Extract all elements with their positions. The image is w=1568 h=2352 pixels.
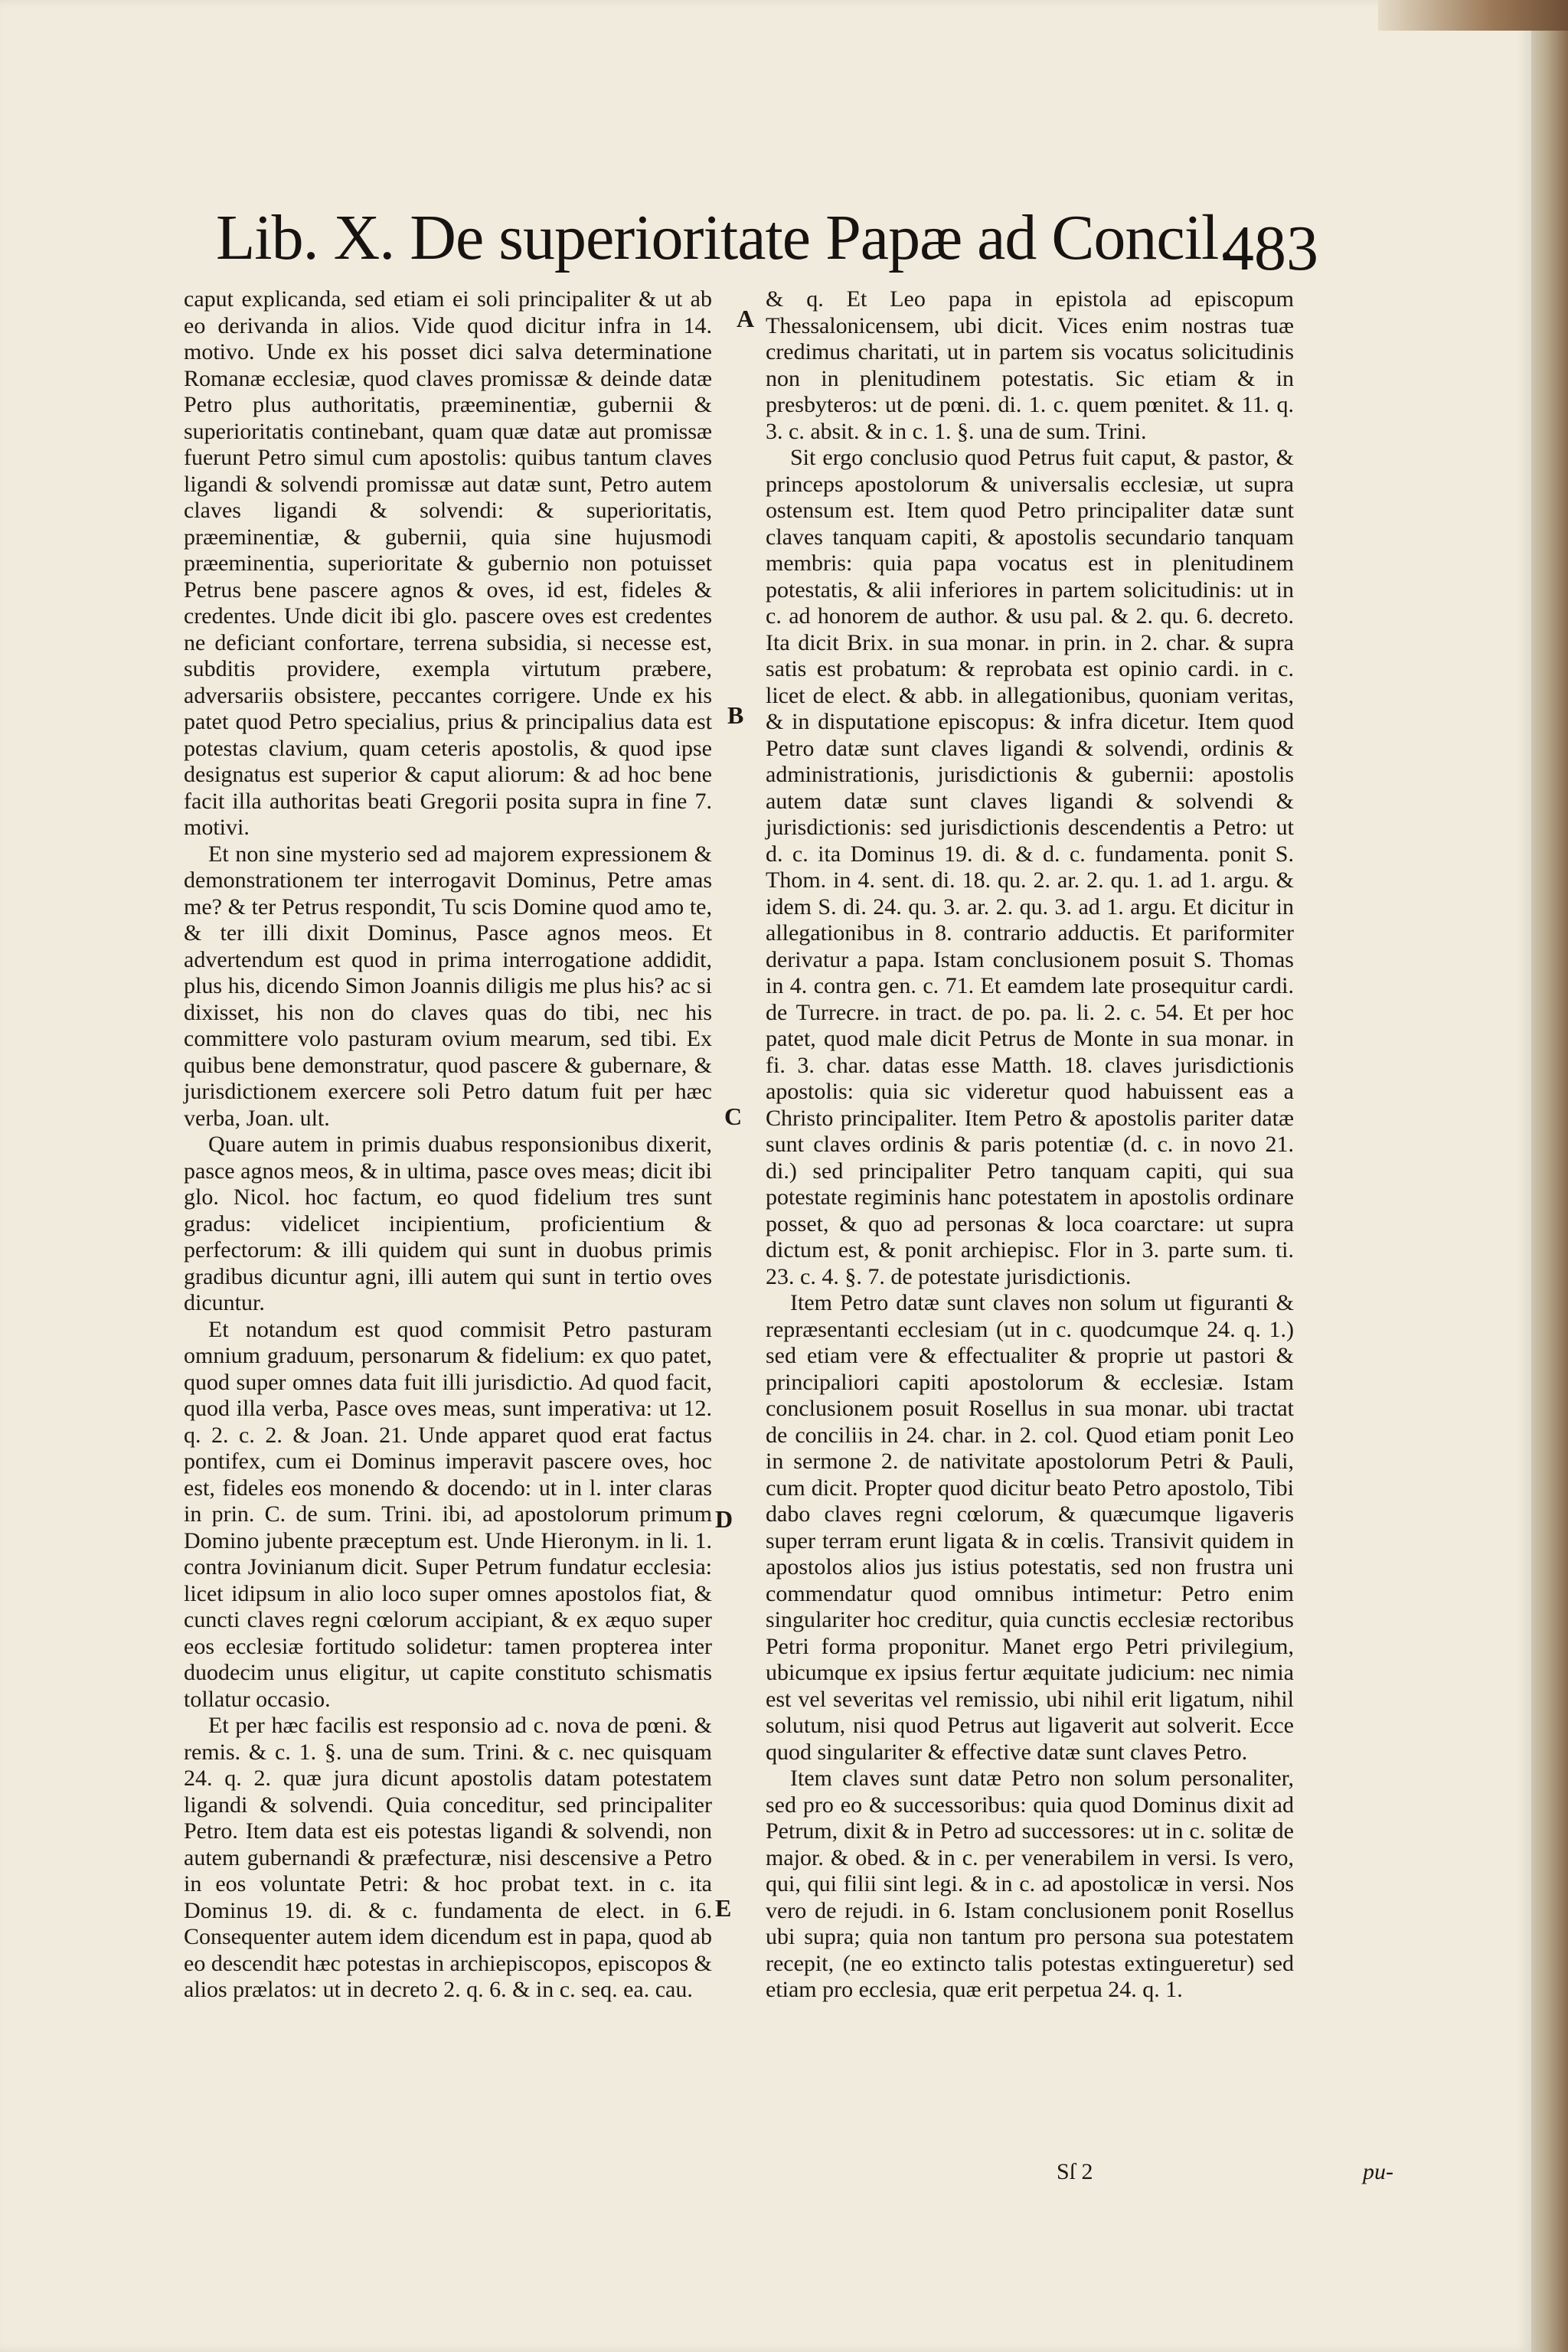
catchword: pu- — [1363, 2159, 1393, 2184]
paragraph: Sit ergo conclusio quod Petrus fuit caput, & pastor, & princeps apostolorum & universalis ecclesiæ, ut supra ostensum est. Item quod Petro principaliter datæ sunt claves tanquam capiti, & apostolis secundario tanquam membris: quia papa vocatus est in plenitudinem potestatis, & alii inferiores in partem solicitudinis: ut in c. ad honorem de author. & usu pal. & 2. qu. 6. decreto. Ita dicit Brix. in sua monar. in prin. in 2. char. & supra satis est probatum: & reprobata est opinio cardi. in c. licet de elect. & abb. in allegationibus, quoniam veritas, & in disputatione episcopus: & infra dicetur. Item quod Petro datæ sunt claves ligandi & solvendi, ordinis & administrationis, jurisdictionis & gubernii: apostolis autem datæ sunt claves ligandi & solvendi & jurisdictionis: sed jurisdictionis descendentis a Petro: ut d. c. ita Dominus 19. di. & d. c. fundamenta. ponit S. Thom. in 4. sent. di. 18. qu. 2. ar. 2. qu. 1. ad 1. argu. & idem S. di. 24. qu. 3. ar. 2. qu. 3. ad 1. argu. Et dicitur in allegationibus in 8. contrario adductis. Et pariformiter derivatur a papa. Istam conclusionem posuit S. Thomas in 4. contra gen. c. 71. Et eamdem late prosequitur cardi. de Turrecre. in tract. de po. pa. li. 2. c. 54. Et per hoc patet, quod male dicit Petrus de Monte in sua monar. in fi. 3. char. datas esse Matth. 18. claves jurisdictionis apostolis: quia sic videretur quod habuissent eas a Christo principaliter. Item Petro & apostolis pariter datæ sunt claves ordinis & paris potentiæ (d. c. in novo 21. di.) sed principaliter Petro tanquam capiti, qui sua potestate regiminis hanc potestatem in apostolis ordinare posset, & quo ad personas & loca coarctare: ut supra dictum est, & ponit archiepisc. Flor in 3. parte sum. ti. 23. c. 4. §. 7. de potestate jurisdictionis. — [766, 445, 1294, 1289]
page-edge — [1531, 0, 1568, 2352]
left-column — [184, 286, 712, 2004]
paragraph: caput explicanda, sed etiam ei soli principaliter & ut ab eo derivanda in alios. Vide quod dicitur infra in 14. motivo. Unde ex his posset dici salva determinatione Romanæ ecclesiæ, quod claves promissæ & deinde datæ Petro plus authoritatis, præeminentiæ, gubernii & superioritatis continebant, quam quæ datæ aut promissæ fuerunt Petro simul cum apostolis: quibus tantum claves ligandi & solvendi promissæ aut datæ sunt, Petro autem claves ligandi & solvendi: & superioritatis, præeminentiæ, & gubernii, quia sine hujusmodi præeminentia, superioritate & gubernio non potuisset Petrus bene pascere agnos & oves, id est, fideles & credentes. Unde dicit ibi glo. pascere oves est credentes ne deficiant confortare, terrena subsidia, si necesse est, subditis providere, exempla virtutum præbere, adversariis obsistere, peccantes corrigere. Unde ex his patet quod Petro specialius, prius & principalius data est potestas clavium, quam ceteris apostolis, & quod ipse designatus est superior & caput aliorum: & ad hoc bene facit illa authoritas beati Gregorii posita supra in fine 7. motivi. — [184, 286, 712, 840]
page-title: Lib. X. De superioritate Papæ ad Concil. — [216, 202, 1234, 273]
paragraph: Item Petro datæ sunt claves non solum ut figuranti & repræsentanti ecclesiam (ut in c. quodcumque 24. q. 1.) sed etiam vere & effectualiter & proprie ut pastori & principaliori capiti apostolorum & ecclesiæ. Istam conclusionem posuit Rosellus in sua monar. ubi tractat de conciliis in 24. char. in 2. col. Quod etiam ponit Leo in sermone 2. de nativitate apostolorum Petri & Pauli, cum dicit. Propter quod dicitur beato Petro apostolo, Tibi dabo claves regni cœlorum, & quæcumque ligaveris super terram erunt ligata & in cœlis. Transivit quidem in apostolos alios jus istius potestatis, sed non frustra uni commendatur quod omnibus intimetur: Petro enim singulariter hoc creditur, quia cunctis ecclesiæ rectoribus Petri forma proponitur. Manet ergo Petri privilegium, ubicumque ex ipsius fertur æquitate judicium: nec nimia est vel severitas vel remissio, ubi nihil erit ligatum, nihil solutum, nisi quod Petrus aut ligaverit aut solverit. Ecce quod singulariter & effective datæ sunt claves Petro. — [766, 1290, 1294, 1765]
paragraph: Et per hæc facilis est responsio ad c. nova de pœni. & remis. & c. 1. §. una de sum. Trini. & c. nec quisquam 24. q. 2. quæ jura dicunt apostolis datam potestatem ligandi & solvendi. Quia conceditur, sed principaliter Petro. Item data est eis potestas ligandi & solvendi, non autem gubernandi & præfecturæ, nisi descensive a Petro in eos voluntate Petri: & hoc probat text. in c. ita Dominus 19. di. & c. fundamenta de elect. in 6. Consequenter autem idem dicendum est in papa, quod ab eo descendit hæc potestas in archiepiscopos, episcopos & alios prælatos: ut in decreto 2. q. 6. & in c. seq. ea. cau. — [184, 1713, 712, 2002]
margin-letter-a: A — [737, 305, 755, 332]
paragraph: & q. Et Leo papa in epistola ad episcopum Thessalonicensem, ubi dicit. Vices enim nostras tuæ credimus charitati, ut in partem sis vocatus solicitudinis non in plenitudinem potestatis. Sic etiam & in presbyteros: ut de pœni. di. 1. c. quem pœnitet. & 11. q. 3. c. absit. & in c. 1. §. una de sum. Trini. — [766, 286, 1294, 444]
paragraph: Et notandum est quod commisit Petro pasturam omnium graduum, personarum & fidelium: ex quo patet, quod super omnes data fuit illi jurisdictio. Ad quod facit, quod illa verba, Pasce oves meas, sunt imperativa: ut 12. q. 2. c. 2. & Joan. 21. Unde apparet quod erat factus pontifex, cum ei Dominus imperavit pascere oves, hoc est, fideles eos monendo & docendo: ut in l. inter claras in prin. C. de sum. Trini. ibi, ad apostolorum primum Domino jubente præceptum est. Unde Hieronym. in li. 1. contra Jovinianum dicit. Super Petrum fundatur ecclesia: licet idipsum in alio loco super omnes apostolos fiat, & cuncti claves regni cœlorum accipiant, & ex æquo super eos ecclesiæ fortitudo solidetur: tamen propterea inter duodecim unus eligitur, ut capite constituto schismatis tollatur occasio. — [184, 1316, 712, 1712]
margin-letter-d: D — [715, 1505, 733, 1533]
catchline — [1057, 2159, 1393, 2190]
paragraph: Item claves sunt datæ Petro non solum personaliter, sed pro eo & successoribus: quia quod Dominus dixit ad Petrum, dixit & in Petro ad successores: ut in c. solitæ de major. & obed. & in c. per venerabilem in versi. Is vero, qui, qui filii sint legi. & in c. ad apostolicæ in versi. Nos vero de rejudi. in 6. Istam conclusionem ponit Rosellus ubi supra; quia non tantum pro persona sua potestatem recepit, (ne eo extincto talis potestas extingueretur) sed etiam pro ecclesia, quæ erit perpetua 24. q. 1. — [766, 1766, 1294, 2002]
book-cover-corner — [1378, 0, 1568, 31]
paragraph: Quare autem in primis duabus responsionibus dixerit, pasce agnos meos, & in ultima, pasce oves meas; dicit ibi glo. Nicol. hoc factum, eo quod fidelium tres sunt gradus: videlicet incipientium, proficientium & perfectorum: & illi quidem qui sunt in duobus primis gradibus dicuntur agni, illi autem qui sunt in tertio oves dicuntur. — [184, 1132, 712, 1315]
right-column — [766, 286, 1294, 2004]
signature-mark: Sſ 2 — [1057, 2159, 1093, 2184]
paragraph: Et non sine mysterio sed ad majorem expressionem & demonstrationem ter interrogavit Dominus, Petre amas me? & ter Petrus respondit, Tu scis Domine quod amo te, & ter illi dixit Dominus, Pasce agnos meos. Et advertendum est quod in prima interrogatione addidit, plus his, dicendo Simon Joannis diligis me plus his? ac si dixisset, his non do claves quas do tibi, nec his committere volo pasturam ovium mearum, sed tibi. Ex quibus bene demonstratur, quod pascere & gubernare, & jurisdictionem exercere soli Petro datum fuit per hæc verba, Joan. ult. — [184, 841, 712, 1131]
margin-letter-c: C — [724, 1102, 743, 1130]
page-number: 483 — [1222, 213, 1318, 284]
running-head — [216, 201, 1318, 292]
margin-letter-e: E — [715, 1894, 732, 1922]
margin-letter-b: B — [727, 701, 744, 729]
